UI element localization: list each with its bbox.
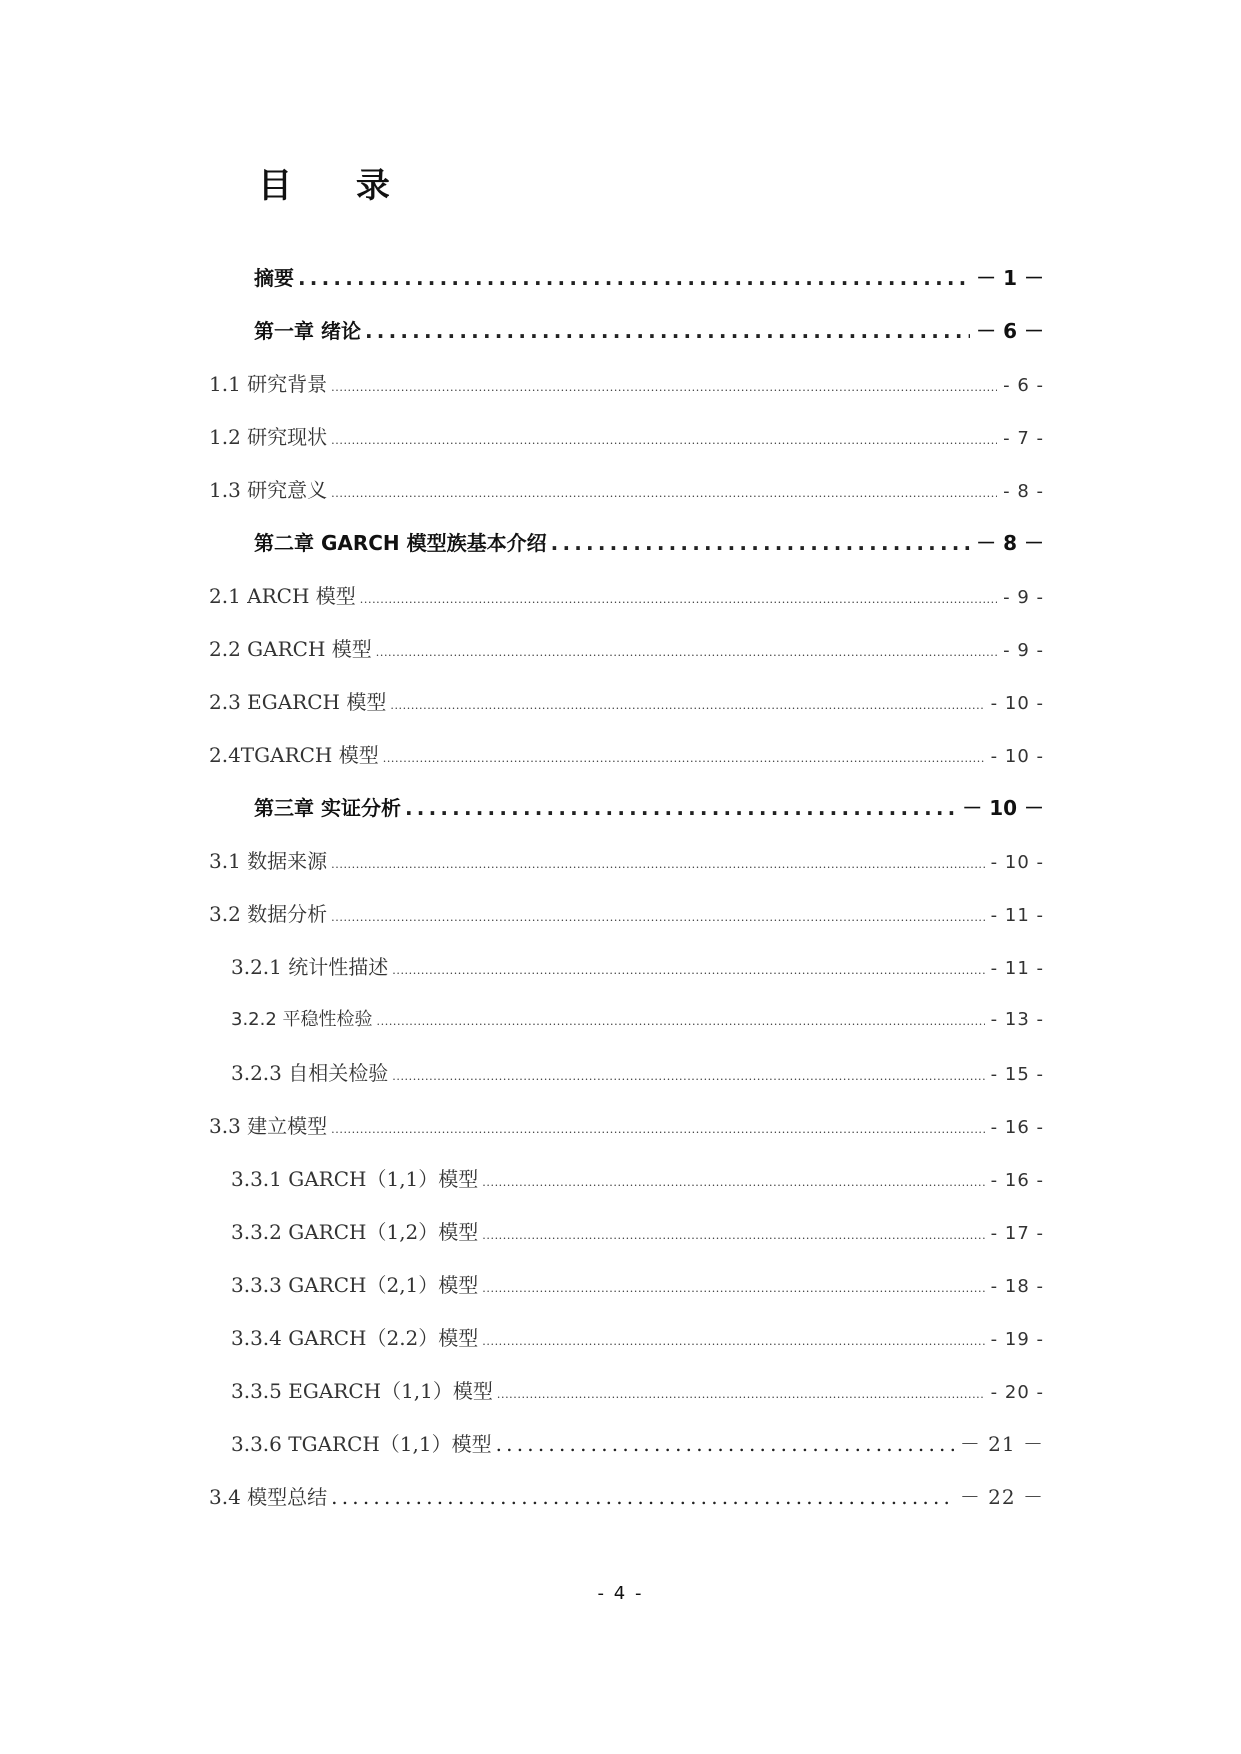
toc-entry-page: － 1 － [976, 266, 1044, 290]
toc-entry-label: 3.2.1 统计性描述 [231, 955, 389, 979]
toc-entry-chapter-2[interactable] [254, 525, 1044, 561]
toc-entry-3-2-3[interactable] [231, 1055, 1044, 1091]
dot-leader [331, 900, 984, 936]
toc-entry-label: 1.1 研究背景 [209, 372, 328, 396]
toc-entry-3-3-3[interactable] [231, 1267, 1044, 1303]
toc-entry-3-3-6[interactable] [231, 1426, 1044, 1462]
toc-entry-page: - 16 - [990, 1170, 1044, 1191]
dot-leader [331, 423, 997, 459]
toc-entry-page: - 15 - [990, 1064, 1044, 1085]
toc-entry-label: 3.3.6 TGARCH（1,1）模型 [231, 1432, 492, 1456]
dot-leader [377, 1004, 985, 1040]
dot-leader [331, 1112, 984, 1148]
toc-entry-2-3[interactable] [209, 684, 1044, 720]
dot-leader [482, 1324, 984, 1360]
toc-entry-label: 第三章 实证分析 [254, 796, 401, 820]
dot-leader [496, 1426, 954, 1462]
toc-entry-2-1[interactable] [209, 578, 1044, 614]
toc-entry-chapter-1[interactable] [254, 313, 1044, 349]
toc-entry-page: - 10 - [990, 852, 1044, 873]
toc-entry-page: - 11 - [990, 958, 1044, 979]
dot-leader [365, 313, 970, 349]
toc-entry-label: 第二章 GARCH 模型族基本介绍 [254, 531, 547, 555]
dot-leader [376, 635, 997, 671]
toc-entry-page: - 11 - [990, 905, 1044, 926]
dot-leader [497, 1377, 985, 1413]
dot-leader [331, 476, 997, 512]
toc-entry-page: － 21 － [959, 1432, 1044, 1456]
toc-entry-3-2-1[interactable] [231, 949, 1044, 985]
toc-entry-page: － 8 － [976, 531, 1044, 555]
toc-entry-label: 3.3.5 EGARCH（1,1）模型 [231, 1379, 493, 1403]
toc-entry-2-4[interactable] [209, 737, 1044, 773]
toc-entry-3-1[interactable] [209, 843, 1044, 879]
toc-entry-3-4[interactable] [209, 1479, 1044, 1515]
dot-leader [390, 688, 984, 724]
dot-leader [392, 953, 984, 989]
dot-leader [482, 1218, 984, 1254]
dot-leader [298, 260, 970, 296]
page-title: 目 录 [258, 166, 416, 206]
toc-entry-label: 摘要 [254, 266, 294, 290]
toc-entry-page: - 9 - [1003, 640, 1044, 661]
dot-leader [360, 582, 997, 618]
toc-entry-page: － 6 － [976, 319, 1044, 343]
toc-entry-page: － 10 － [962, 796, 1044, 820]
toc-entry-label: 3.3.4 GARCH（2.2）模型 [231, 1326, 479, 1350]
toc-entry-page: - 16 - [990, 1117, 1044, 1138]
toc-entry-3-3-2[interactable] [231, 1214, 1044, 1250]
dot-leader [331, 847, 984, 883]
toc-entry-label: 3.3.3 GARCH（2,1）模型 [231, 1273, 479, 1297]
toc-entry-label: 2.1 ARCH 模型 [209, 584, 356, 608]
toc-entry-label: 3.1 数据来源 [209, 849, 328, 873]
toc-entry-label: 1.2 研究现状 [209, 425, 328, 449]
toc-entry-label: 3.4 模型总结 [209, 1485, 328, 1509]
dot-leader [405, 790, 956, 826]
dot-leader [551, 525, 971, 561]
toc-entry-label: 3.2.3 自相关检验 [231, 1061, 389, 1085]
toc-entry-label: 3.2.2 平稳性检验 [231, 1009, 373, 1030]
toc-entry-2-2[interactable] [209, 631, 1044, 667]
toc-entry-page: - 18 - [990, 1276, 1044, 1297]
page-number-footer: - 4 - [597, 1583, 644, 1604]
toc-entry-page: - 7 - [1003, 428, 1044, 449]
toc-entry-label: 2.2 GARCH 模型 [209, 637, 372, 661]
toc-entry-3-3[interactable] [209, 1108, 1044, 1144]
toc-entry-1-2[interactable] [209, 419, 1044, 455]
toc-entry-3-3-1[interactable] [231, 1161, 1044, 1197]
toc-entry-label: 1.3 研究意义 [209, 478, 328, 502]
toc-entry-label: 3.3.2 GARCH（1,2）模型 [231, 1220, 479, 1244]
toc-entry-3-3-4[interactable] [231, 1320, 1044, 1356]
toc-entry-page: - 10 - [990, 693, 1044, 714]
toc-entry-page: - 9 - [1003, 587, 1044, 608]
toc-entry-page: - 6 - [1003, 375, 1044, 396]
toc-entry-3-2[interactable] [209, 896, 1044, 932]
toc-entry-label: 3.3 建立模型 [209, 1114, 328, 1138]
toc-entry-chapter-3[interactable] [254, 790, 1044, 826]
toc-entry-3-3-5[interactable] [231, 1373, 1044, 1409]
toc-entry-1-1[interactable] [209, 366, 1044, 402]
toc-entry-label: 3.3.1 GARCH（1,1）模型 [231, 1167, 479, 1191]
toc-entry-page: - 8 - [1003, 481, 1044, 502]
toc-entry-page: - 20 - [990, 1382, 1044, 1403]
toc-entry-page: - 10 - [990, 746, 1044, 767]
toc-entry-label: 2.4TGARCH 模型 [209, 743, 379, 767]
dot-leader [331, 1479, 954, 1515]
dot-leader [482, 1271, 984, 1307]
toc-entry-label: 2.3 EGARCH 模型 [209, 690, 387, 714]
toc-entry-page: - 13 - [990, 1009, 1044, 1030]
toc-entry-label: 3.2 数据分析 [209, 902, 328, 926]
dot-leader [331, 370, 997, 406]
toc-entry-page: － 22 － [959, 1485, 1044, 1509]
dot-leader [482, 1165, 984, 1201]
dot-leader [392, 1059, 984, 1095]
toc-entry-page: - 19 - [990, 1329, 1044, 1350]
toc-entry-page: - 17 - [990, 1223, 1044, 1244]
toc-entry-abstract[interactable] [254, 260, 1044, 296]
toc-entry-3-2-2[interactable] [231, 1002, 1044, 1038]
toc-entry-1-3[interactable] [209, 472, 1044, 508]
dot-leader [383, 741, 985, 777]
toc-entry-label: 第一章 绪论 [254, 319, 361, 343]
